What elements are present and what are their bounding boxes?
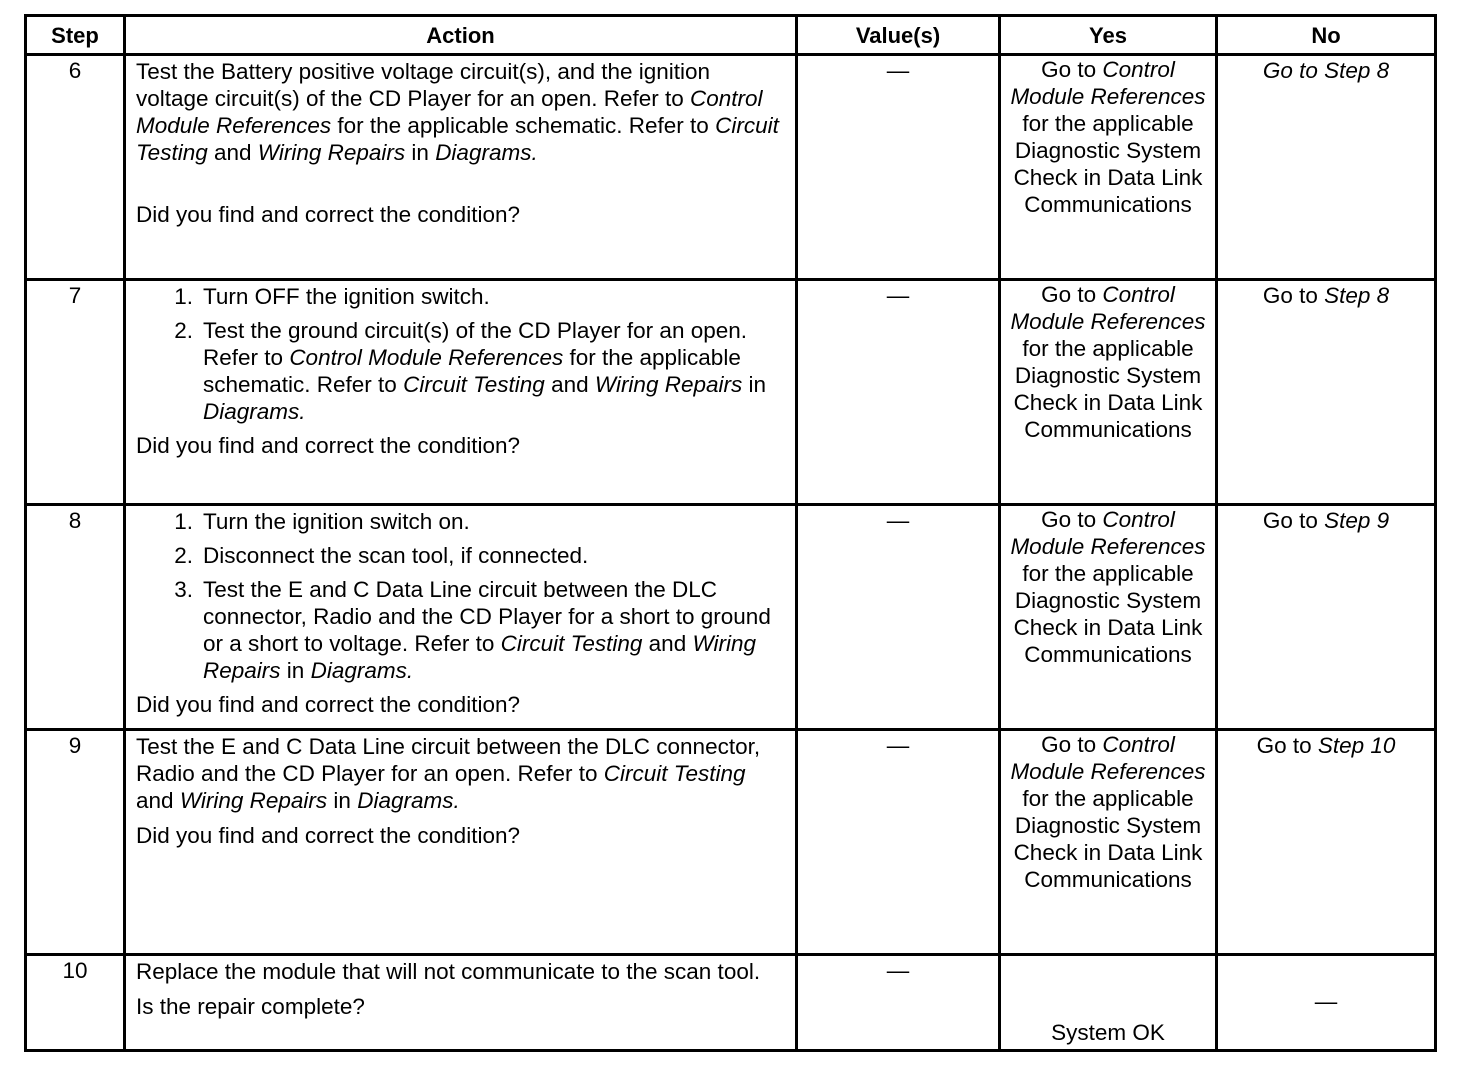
action-question: Did you find and correct the condition? <box>136 692 520 717</box>
action-text: Replace the module that will not communicate to the scan tool. <box>136 959 761 984</box>
list-item: 2. Disconnect the scan tool, if connected. <box>174 543 589 568</box>
value-cell: — <box>797 955 1000 1051</box>
action-question: Did you find and correct the condition? <box>136 823 520 848</box>
action-cell <box>125 55 797 280</box>
header-no: No <box>1217 16 1436 55</box>
table-header-row <box>26 16 1436 55</box>
table-row <box>26 505 1436 730</box>
action-question: Did you find and correct the condition? <box>136 433 520 458</box>
header-step: Step <box>26 16 125 55</box>
no-cell: Go to Step 8 <box>1217 55 1436 280</box>
diagnostic-table <box>24 14 1437 1052</box>
action-cell <box>125 280 797 505</box>
action-cell <box>125 730 797 955</box>
action-cell <box>125 955 797 1051</box>
action-text: Test the Battery positive voltage circuit(s), and the ignition voltage circuit(s) of the CD Player for an open. Refer to Control Module References for the applicable schematic. Refer to Circuit Testing and Wiring Repairs in Diagrams. <box>136 59 779 165</box>
action-question: Is the repair complete? <box>136 994 365 1019</box>
header-action: Action <box>125 16 797 55</box>
step-number: 6 <box>26 55 125 280</box>
action-question: Did you find and correct the condition? <box>136 202 520 227</box>
no-cell: — <box>1217 955 1436 1051</box>
action-text: Test the E and C Data Line circuit between the DLC connector, Radio and the CD Player for an open. Refer to Circuit Testing and Wiring Repairs in Diagrams. <box>136 734 761 813</box>
action-steps <box>136 283 785 425</box>
list-item: 1. Turn the ignition switch on. <box>174 509 470 534</box>
value-cell: — <box>797 55 1000 280</box>
no-cell: Go to Step 8 <box>1217 280 1436 505</box>
value-cell: — <box>797 280 1000 505</box>
table-row <box>26 955 1436 1051</box>
table-row <box>26 55 1436 280</box>
yes-cell: Go to Control Module References for the applicable Diagnostic System Check in Data Link Communications <box>1000 55 1217 280</box>
step-number: 8 <box>26 505 125 730</box>
yes-cell: Go to Control Module References for the applicable Diagnostic System Check in Data Link Communications <box>1000 505 1217 730</box>
value-cell: — <box>797 505 1000 730</box>
yes-cell: Go to Control Module References for the applicable Diagnostic System Check in Data Link Communications <box>1000 280 1217 505</box>
list-item: 3. Test the E and C Data Line circuit between the DLC connector, Radio and the CD Player for a short to ground or a short to voltage. Refer to Circuit Testing and Wiring Repairs in Diagrams. <box>174 577 771 683</box>
table-row <box>26 730 1436 955</box>
yes-cell: System OK <box>1000 955 1217 1051</box>
header-values: Value(s) <box>797 16 1000 55</box>
action-steps <box>136 508 785 684</box>
list-item: 1. Turn OFF the ignition switch. <box>174 284 490 309</box>
value-cell: — <box>797 730 1000 955</box>
diagnostic-table-page <box>24 14 1434 1052</box>
step-number: 7 <box>26 280 125 505</box>
header-yes: Yes <box>1000 16 1217 55</box>
step-number: 9 <box>26 730 125 955</box>
table-row <box>26 280 1436 505</box>
step-number: 10 <box>26 955 125 1051</box>
yes-cell: Go to Control Module References for the applicable Diagnostic System Check in Data Link Communications <box>1000 730 1217 955</box>
action-cell <box>125 505 797 730</box>
list-item: 2. Test the ground circuit(s) of the CD Player for an open. Refer to Control Module References for the applicable schematic. Refer to Circuit Testing and Wiring Repairs in Diagrams. <box>174 318 767 424</box>
no-cell: Go to Step 10 <box>1217 730 1436 955</box>
no-cell: Go to Step 9 <box>1217 505 1436 730</box>
